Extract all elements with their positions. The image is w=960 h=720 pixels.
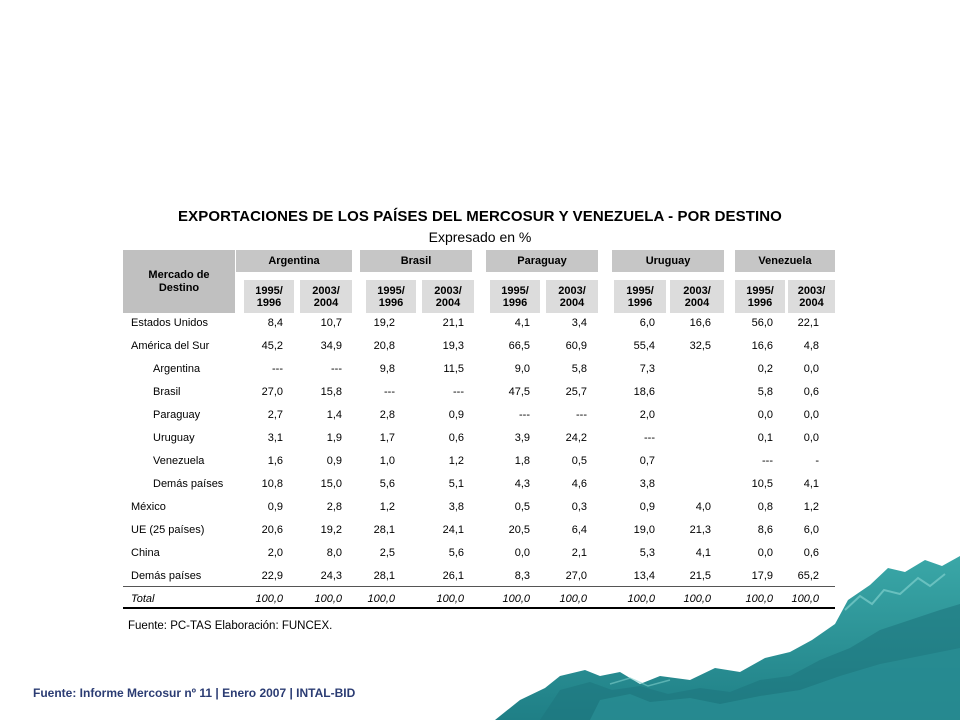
table-row: [123, 312, 835, 335]
table-cell: 19,3: [442, 340, 464, 352]
table-cell: 5,6: [379, 478, 395, 490]
table-cell: [671, 404, 711, 427]
table-cell: 9,0: [514, 363, 530, 375]
table-cell: 5,6: [448, 547, 464, 559]
table-cell: 100,0: [255, 593, 283, 605]
table-cell: 100,0: [436, 593, 464, 605]
table-cell: 2,7: [267, 409, 283, 421]
table-cell: 100,0: [627, 593, 655, 605]
row-label: Argentina: [153, 363, 201, 375]
table-cell: 0,3: [571, 501, 587, 513]
table-cell: [671, 358, 711, 381]
table-cell: 26,1: [442, 570, 464, 582]
table-cell: 18,6: [633, 386, 655, 398]
group-header-brasil: Brasil: [360, 250, 472, 272]
year-header: 2003/ 2004: [788, 280, 835, 313]
table-cell: ---: [762, 455, 773, 467]
row-label: Venezuela: [153, 455, 205, 467]
table-cell: 3,8: [639, 478, 655, 490]
row-label: Demás países: [153, 478, 224, 490]
table-cell: 6,0: [639, 317, 655, 329]
table-cell: 2,5: [379, 547, 395, 559]
table-cell: 0,5: [514, 501, 530, 513]
table-cell: 24,3: [320, 570, 342, 582]
year-header: 1995/ 1996: [244, 280, 294, 313]
table-cell: 4,8: [803, 340, 819, 352]
table-cell: 20,6: [261, 524, 283, 536]
table-cell: 1,6: [267, 455, 283, 467]
table-row: [123, 542, 835, 565]
table-cell: 4,3: [514, 478, 530, 490]
table-cell: 3,1: [267, 432, 283, 444]
table-cell: 7,3: [639, 363, 655, 375]
table-cell: 5,8: [757, 386, 773, 398]
table-cell: 100,0: [314, 593, 342, 605]
table-cell: 3,4: [571, 317, 587, 329]
table-cell: 0,9: [448, 409, 464, 421]
table-cell: 2,8: [326, 501, 342, 513]
table-row: [123, 427, 835, 450]
table-cell: 28,1: [373, 570, 395, 582]
total-divider: [123, 586, 835, 587]
table-cell: 22,1: [797, 317, 819, 329]
group-header-uruguay: Uruguay: [612, 250, 724, 272]
table-cell: 66,5: [508, 340, 530, 352]
table-cell: 100,0: [367, 593, 395, 605]
table-cell: 1,8: [514, 455, 530, 467]
footer-source: Fuente: Informe Mercosur nº 11 | Enero 2007 | INTAL-BID: [33, 686, 356, 700]
table-cell: ---: [576, 409, 587, 421]
year-header: 2003/ 2004: [670, 280, 724, 313]
table-cell: 10,8: [261, 478, 283, 490]
table-cell: 100,0: [745, 593, 773, 605]
table-cell: 1,4: [326, 409, 342, 421]
table-cell: 8,3: [514, 570, 530, 582]
table-cell: 19,2: [320, 524, 342, 536]
table-cell: ---: [453, 386, 464, 398]
table-cell: 100,0: [502, 593, 530, 605]
table-row: [123, 358, 835, 381]
table-cell: 8,6: [757, 524, 773, 536]
table-cell: 32,5: [689, 340, 711, 352]
page-title: EXPORTACIONES DE LOS PAÍSES DEL MERCOSUR Y VENEZUELA - POR DESTINO: [178, 208, 782, 225]
row-label: UE (25 países): [131, 524, 205, 536]
table-cell: 24,1: [442, 524, 464, 536]
table-cell: 0,9: [639, 501, 655, 513]
table-row: [123, 496, 835, 519]
table-cell: 6,0: [803, 524, 819, 536]
table-cell: 65,2: [797, 570, 819, 582]
table-cell: 0,8: [757, 501, 773, 513]
row-label: América del Sur: [131, 340, 210, 352]
table-cell: 20,5: [508, 524, 530, 536]
table-cell: [671, 450, 711, 473]
row-label: Total: [131, 593, 155, 605]
table-cell: 11,5: [443, 363, 464, 375]
table-cell: ---: [331, 363, 342, 375]
table-cell: 8,4: [267, 317, 283, 329]
table-cell: 0,6: [448, 432, 464, 444]
table-cell: 24,2: [565, 432, 587, 444]
table-cell: 15,0: [320, 478, 342, 490]
table-cell: 60,9: [565, 340, 587, 352]
header-market-destination: Mercado de Destino: [123, 250, 235, 313]
table-cell: 4,1: [695, 547, 711, 559]
table-cell: 2,1: [571, 547, 587, 559]
table-row: [123, 565, 835, 588]
table-cell: 13,4: [633, 570, 655, 582]
table-row: [123, 450, 835, 473]
table-cell: 1,9: [326, 432, 342, 444]
year-header: 2003/ 2004: [546, 280, 598, 313]
table-cell: 0,9: [326, 455, 342, 467]
year-header: 1995/ 1996: [735, 280, 785, 313]
table-cell: 1,7: [379, 432, 395, 444]
table-cell: 0,0: [803, 432, 819, 444]
table-cell: 16,6: [689, 317, 711, 329]
row-label: Estados Unidos: [131, 317, 209, 329]
table-cell: -: [815, 455, 819, 467]
page-subtitle: Expresado en %: [428, 229, 532, 245]
table-cell: ---: [519, 409, 530, 421]
row-label: China: [131, 547, 160, 559]
table-row: [123, 404, 835, 427]
table-cell: 1,2: [803, 501, 819, 513]
table-cell: 27,0: [565, 570, 587, 582]
table-cell: [671, 473, 711, 496]
row-label: Demás países: [131, 570, 202, 582]
table-cell: 5,8: [571, 363, 587, 375]
table-cell: 21,1: [442, 317, 464, 329]
table-cell: 0,0: [803, 363, 819, 375]
table-cell: 10,7: [320, 317, 342, 329]
table-cell: 34,9: [320, 340, 342, 352]
table-cell: 100,0: [683, 593, 711, 605]
table-cell: 4,6: [571, 478, 587, 490]
table-cell: 4,1: [514, 317, 530, 329]
table-cell: 45,2: [261, 340, 283, 352]
year-header: 2003/ 2004: [300, 280, 352, 313]
table-cell: 9,8: [379, 363, 395, 375]
row-label: Uruguay: [153, 432, 195, 444]
table-cell: 1,0: [379, 455, 395, 467]
table-cell: 28,1: [373, 524, 395, 536]
group-header-paraguay: Paraguay: [486, 250, 598, 272]
table-cell: 0,5: [571, 455, 587, 467]
table-cell: 19,2: [373, 317, 395, 329]
group-header-argentina: Argentina: [236, 250, 352, 272]
table-cell: [671, 427, 711, 450]
table-cell: 47,5: [508, 386, 530, 398]
table-cell: 22,9: [261, 570, 283, 582]
table-cell: 0,0: [757, 409, 773, 421]
table-cell: ---: [384, 386, 395, 398]
table-cell: 8,0: [326, 547, 342, 559]
table-row: [123, 519, 835, 542]
table-cell: 2,0: [639, 409, 655, 421]
table-cell: 2,0: [267, 547, 283, 559]
table-cell: 1,2: [448, 455, 464, 467]
table-cell: 21,3: [689, 524, 711, 536]
table-cell: 0,6: [803, 547, 819, 559]
table-bottom-rule: [123, 607, 835, 609]
table-cell: 0,7: [639, 455, 655, 467]
table-source-note: Fuente: PC-TAS Elaboración: FUNCEX.: [128, 620, 333, 632]
table-cell: 4,1: [803, 478, 819, 490]
table-cell: 0,0: [757, 547, 773, 559]
table-cell: 19,0: [633, 524, 655, 536]
table-cell: 100,0: [791, 593, 819, 605]
table-cell: 27,0: [261, 386, 283, 398]
table-cell: ---: [644, 432, 655, 444]
table-cell: 17,9: [751, 570, 773, 582]
table-cell: 55,4: [633, 340, 655, 352]
table-cell: 0,0: [514, 547, 530, 559]
table-cell: 0,9: [267, 501, 283, 513]
table-row: [123, 335, 835, 358]
table-cell: 5,1: [448, 478, 464, 490]
table-cell: 100,0: [559, 593, 587, 605]
table-cell: 16,6: [751, 340, 773, 352]
year-header: 1995/ 1996: [366, 280, 416, 313]
row-label: México: [131, 501, 166, 513]
table-cell: 0,6: [803, 386, 819, 398]
row-label: Paraguay: [153, 409, 201, 421]
table-row: [123, 381, 835, 404]
table-cell: 15,8: [320, 386, 342, 398]
table-cell: 4,0: [695, 501, 711, 513]
table-cell: 5,3: [639, 547, 655, 559]
year-header: 1995/ 1996: [490, 280, 540, 313]
table-cell: 3,9: [514, 432, 530, 444]
table-cell: 3,8: [448, 501, 464, 513]
group-header-venezuela: Venezuela: [735, 250, 835, 272]
year-header: 1995/ 1996: [614, 280, 666, 313]
table-cell: 0,1: [757, 432, 773, 444]
table-cell: [671, 381, 711, 404]
table-cell: ---: [272, 363, 283, 375]
table-cell: 6,4: [571, 524, 587, 536]
table-cell: 2,8: [379, 409, 395, 421]
table-cell: 20,8: [373, 340, 395, 352]
table-cell: 56,0: [751, 317, 773, 329]
row-label: Brasil: [153, 386, 181, 398]
table-cell: 25,7: [565, 386, 587, 398]
year-header: 2003/ 2004: [422, 280, 474, 313]
table-cell: 0,2: [757, 363, 773, 375]
table-row: [123, 473, 835, 496]
table-cell: 0,0: [803, 409, 819, 421]
table-cell: 21,5: [689, 570, 711, 582]
table-cell: 1,2: [379, 501, 395, 513]
table-cell: 10,5: [751, 478, 773, 490]
